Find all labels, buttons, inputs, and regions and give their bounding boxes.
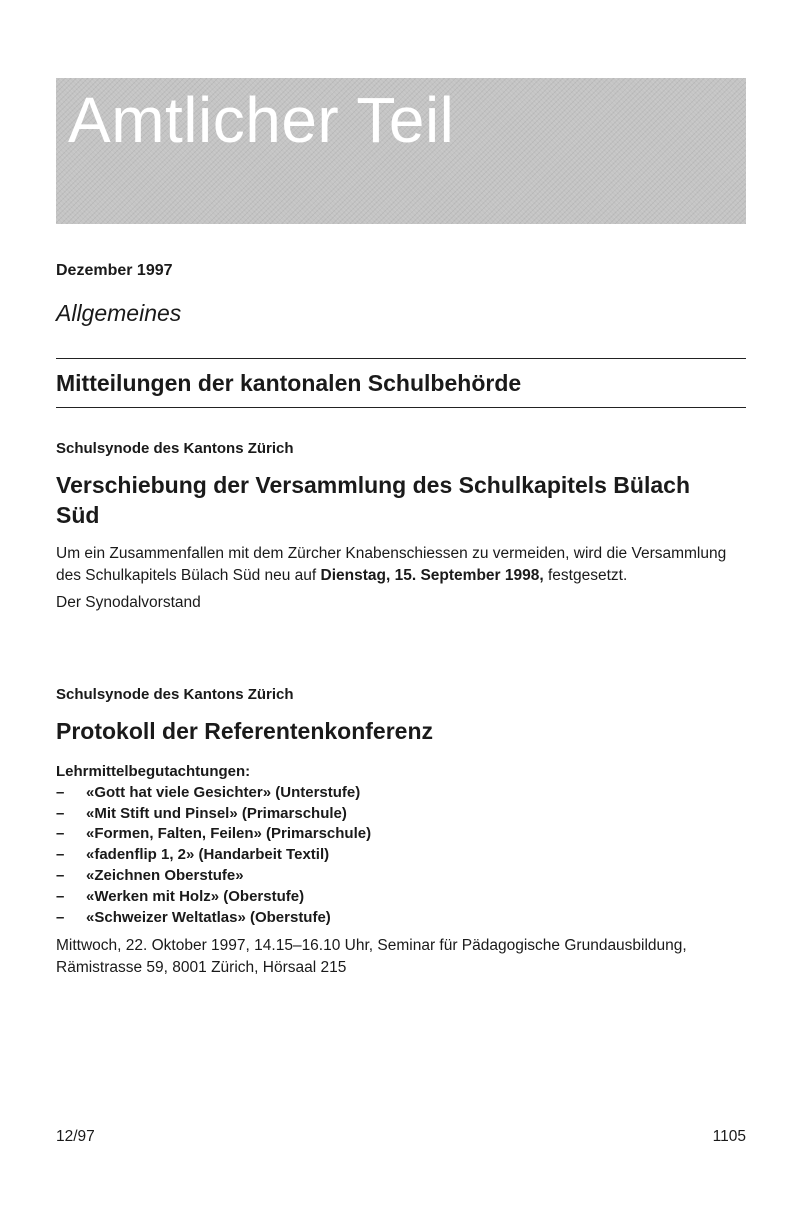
section-rule-top [56, 358, 746, 359]
article1-body-date: Dienstag, 15. September 1998, [320, 567, 544, 585]
list-item [56, 783, 371, 804]
dash-bullet: – [56, 825, 65, 843]
article2-headline: Protokoll der Referentenkonferenz [56, 718, 434, 744]
category-label: Allgemeines [56, 300, 182, 326]
list-item-text: «Zeichnen Oberstufe» [86, 866, 244, 884]
footer-issue: 12/97 [56, 1128, 95, 1145]
article1-body [56, 543, 746, 588]
review-list [56, 762, 371, 928]
dash-bullet: – [56, 804, 65, 822]
article2-kicker: Schulsynode des Kantons Zürich [56, 686, 294, 703]
article1-body-text: Um ein Zusammenfallen mit dem Zürcher Knabenschiessen zu vermeiden, wird die Versammlung des Schulkapitels Bülach Süd neu auf [56, 545, 727, 585]
dash-bullet: – [56, 846, 65, 864]
section-rule-bottom [56, 407, 746, 408]
list-item [56, 908, 371, 929]
list-item-text: «Gott hat viele Gesichter» (Unterstufe) [86, 783, 361, 801]
review-items [56, 783, 371, 929]
article1-signature: Der Synodalvorstand [56, 594, 201, 611]
list-item [56, 866, 371, 887]
article1-body-end: festgesetzt. [543, 567, 628, 585]
list-item [56, 887, 371, 908]
issue-date: Dezember 1997 [56, 262, 173, 279]
list-item-text: «fadenflip 1, 2» (Handarbeit Textil) [86, 846, 330, 864]
dash-bullet: – [56, 783, 65, 801]
review-list-heading: Lehrmittelbegutachtungen: [56, 763, 251, 780]
banner-title: Amtlicher Teil [68, 84, 455, 156]
list-item [56, 845, 371, 866]
article1-kicker: Schulsynode des Kantons Zürich [56, 440, 294, 457]
list-item [56, 804, 371, 825]
list-item [56, 824, 371, 845]
header-banner [56, 78, 746, 224]
page-number: 1105 [712, 1128, 746, 1145]
article1-headline: Verschiebung der Versammlung des Schulkapitels Bülach Süd [56, 472, 690, 529]
dash-bullet: – [56, 887, 65, 905]
list-item-text: «Formen, Falten, Feilen» (Primarschule) [86, 825, 372, 843]
list-item-text: «Mit Stift und Pinsel» (Primarschule) [86, 804, 347, 822]
list-item-text: «Werken mit Holz» (Oberstufe) [86, 887, 305, 905]
dash-bullet: – [56, 866, 65, 884]
section-title: Mitteilungen der kantonalen Schulbehörde [56, 370, 522, 396]
list-item-text: «Schweizer Weltatlas» (Oberstufe) [86, 908, 331, 926]
dash-bullet: – [56, 908, 65, 926]
meeting-info: Mittwoch, 22. Oktober 1997, 14.15–16.10 Uhr, Seminar für Pädagogische Grundausbildung, Rämistrasse 59, 8001 Zürich, Hörsaal 215 [56, 937, 687, 977]
